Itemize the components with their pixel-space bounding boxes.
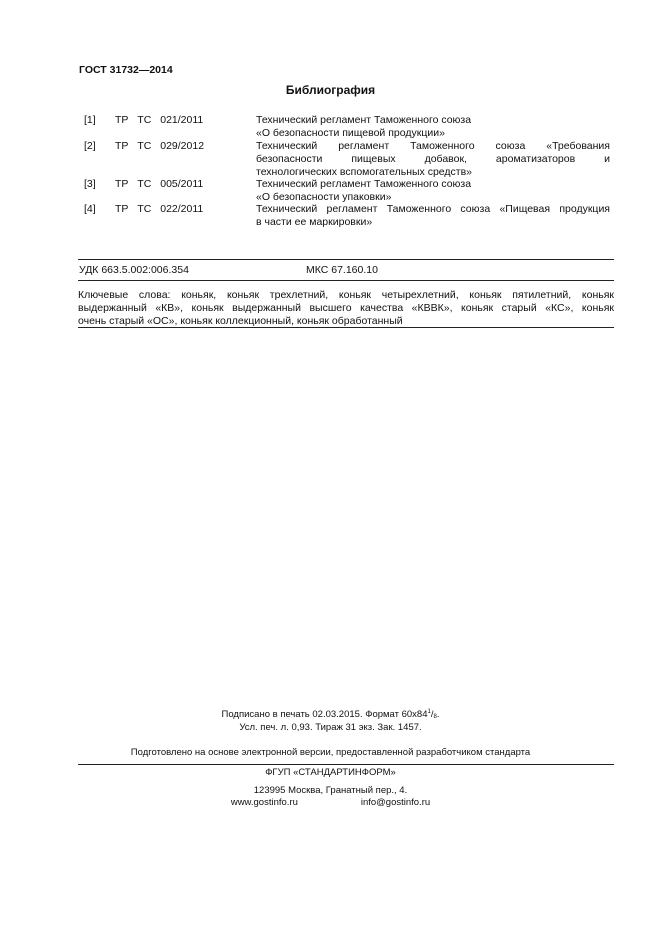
entry-reference: ТР ТС 021/2011 [115, 114, 204, 126]
entry-title-line: «О безопасности пищевой продукции» [256, 127, 445, 139]
signed-line: Подписано в печать 02.03.2015. Формат $60x84^1/_8$. [221, 709, 440, 720]
contacts-line [0, 797, 661, 808]
entry-number: [3] [84, 178, 96, 190]
divider-bottom [78, 327, 614, 328]
entry-title [256, 140, 610, 179]
email-link[interactable]: info@gostinfo.ru [360, 797, 431, 808]
entry-number: [2] [84, 140, 96, 152]
entry-title-line: безопасности пищевых добавок, ароматизаторов и [256, 153, 610, 165]
format-numerator: 1 [427, 709, 431, 715]
entry-title-line: Технический регламент Таможенного союза [256, 114, 472, 126]
entry-title-line: Технический регламент Таможенного союза «Пищевая продукция [256, 203, 610, 215]
entry-number: [4] [84, 203, 96, 215]
mks-code: МКС 67.160.10 [306, 264, 378, 276]
document-code: ГОСТ 31732—2014 [79, 64, 173, 76]
entry-reference: ТР ТС 005/2011 [115, 178, 204, 190]
divider-top [78, 259, 614, 260]
entry-title [256, 178, 610, 204]
signed-text: Подписано в печать 02.03.2015. Формат 60x84 [221, 709, 428, 720]
entry-title [256, 114, 610, 140]
entry-title-line: «О безопасности упаковки» [256, 191, 392, 203]
entry-title-line: в части ее маркировки» [256, 216, 373, 228]
entry-title-line: технологических вспомогательных средств» [256, 166, 473, 178]
publisher-name: ФГУП «СТАНДАРТИНФОРМ» [265, 767, 396, 778]
keywords-line: выдержанный «КВ», коньяк выдержанный высшего качества «КВВК», коньяк старый «КС», коньяк [78, 302, 614, 314]
keywords-line: очень старый «ОС», коньяк коллекционный, коньяк обработанный [78, 315, 403, 327]
imprint-divider [78, 764, 614, 765]
keywords-line: Ключевые слова: коньяк, коньяк трехлетний, коньяк четырехлетний, коньяк пятилетний, коньяк [78, 289, 614, 301]
entry-title-line: Технический регламент Таможенного союза [256, 178, 472, 190]
print-info: Усл. печ. л. 0,93. Тираж 31 экз. Зак. 1457. [239, 722, 422, 733]
udk-code: УДК 663.5.002:006.354 [79, 264, 189, 276]
entry-reference: ТР ТС 022/2011 [115, 203, 204, 215]
entry-title-line: Технический регламент Таможенного союза «Требования [256, 140, 610, 152]
entry-title [256, 203, 610, 229]
entry-number: [1] [84, 114, 96, 126]
signed-suffix: . [436, 709, 440, 720]
website-link[interactable]: www.gostinfo.ru [230, 797, 298, 808]
prepared-note: Подготовлено на основе электронной версии, предоставленной разработчиком стандарта [130, 747, 531, 758]
bibliography-title: Библиография [285, 83, 376, 97]
divider-middle [78, 280, 614, 281]
entry-reference: ТР ТС 029/2012 [115, 140, 205, 152]
publisher-address: 123995 Москва, Гранатный пер., 4. [253, 785, 408, 796]
format-denominator: 8 [433, 714, 437, 720]
keywords-block [78, 289, 614, 328]
